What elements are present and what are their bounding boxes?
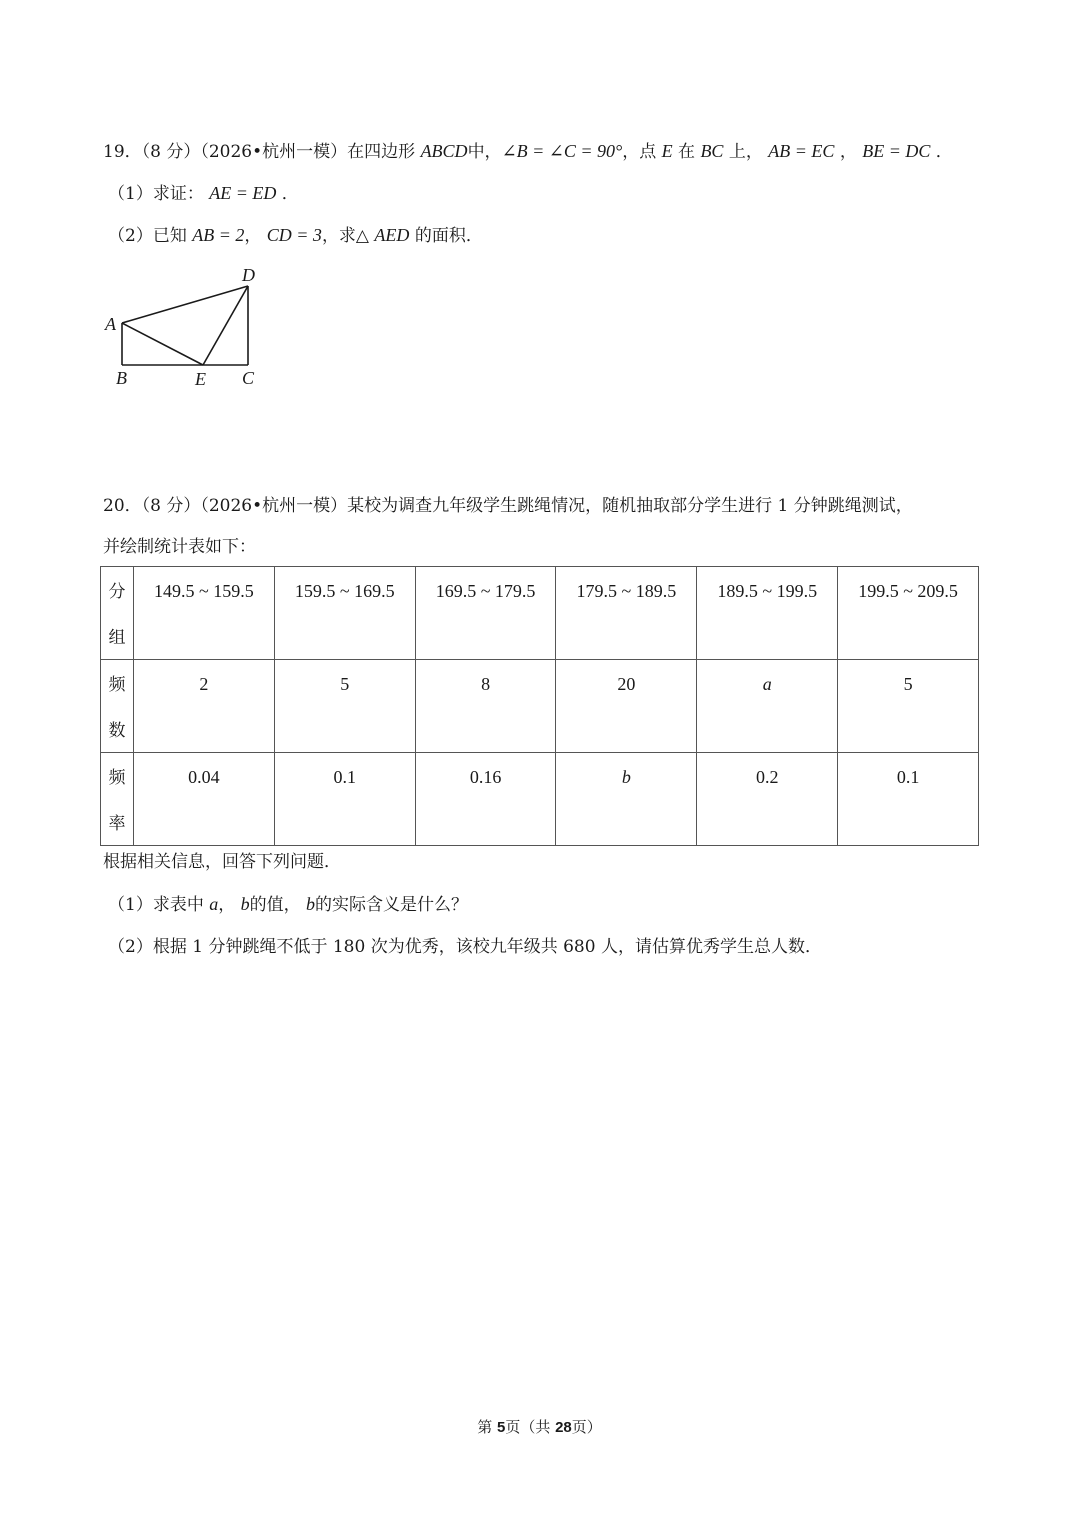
row-header-char: 组	[108, 628, 126, 648]
table-cell	[838, 567, 979, 660]
q19-p2-tri: AED	[374, 225, 410, 245]
q20-statement: 20．（8 分）（2026•杭州一模）某校为调查九年级学生跳绳情况，随机抽取部分学生进行 1 分钟跳绳测试，	[103, 496, 913, 516]
q19-statement	[103, 139, 953, 164]
q20-p1-a: （1）求表中	[108, 895, 204, 915]
page-footer	[0, 1416, 1079, 1437]
total-pages: 28	[555, 1419, 572, 1436]
row-header-char: 分	[108, 582, 126, 602]
table-cell	[697, 567, 838, 660]
q19-mid3: 在	[678, 142, 696, 162]
cell-text: 2	[199, 674, 209, 694]
q20-p1-c: 的值，	[249, 895, 301, 915]
row-header-char: 数	[108, 721, 126, 741]
table-cell	[134, 660, 275, 753]
q19-part2	[108, 223, 483, 248]
q19-mid2: ，点	[622, 142, 657, 162]
cell-text: 0.04	[188, 767, 220, 787]
q19-part1	[108, 181, 299, 206]
cell-text: b	[621, 767, 631, 787]
footer-pre: 第	[477, 1418, 497, 1436]
cell-text: 179.5 ~ 189.5	[576, 581, 677, 601]
q19-p2-label: （2）已知	[108, 226, 187, 246]
cell-text: 8	[481, 674, 491, 694]
table-cell	[274, 567, 415, 660]
row-header-char: 频	[108, 675, 126, 695]
cell-text: 199.5 ~ 209.5	[858, 581, 958, 601]
cell-text: a	[762, 674, 772, 694]
q20-statement-cont: 并绘制统计表如下：	[103, 537, 256, 557]
q20-p1-b: ，	[218, 895, 236, 915]
q19-end: ．	[935, 142, 953, 162]
q19-p2-mid: ，求△	[321, 226, 370, 246]
q19-head: 19．（8 分）（2026•杭州一模）在四边形	[103, 142, 416, 162]
segment-ad	[122, 286, 248, 323]
cell-text: 149.5 ~ 159.5	[154, 581, 254, 601]
row-header-frequency	[101, 660, 134, 753]
table-cell	[697, 753, 838, 846]
cell-text: 0.1	[333, 767, 356, 787]
table-cell	[838, 660, 979, 753]
row-header-char: 频	[108, 768, 126, 788]
q19-p2-ab: AB = 2	[192, 225, 245, 245]
table-cell	[697, 660, 838, 753]
q20-var-a: a	[209, 894, 219, 914]
cell-text: 189.5 ~ 199.5	[717, 581, 818, 601]
quadrilateral-figure	[100, 262, 270, 392]
row-header-group	[101, 567, 134, 660]
frequency-table	[100, 566, 979, 846]
table-cell	[415, 753, 556, 846]
q19-p2-end: 的面积．	[414, 226, 483, 246]
table-row-rate	[101, 753, 979, 846]
cell-text: 0.2	[755, 767, 779, 787]
label-d: D	[242, 265, 255, 285]
table-cell	[274, 753, 415, 846]
table-cell	[838, 753, 979, 846]
q19-point-e: E	[661, 141, 673, 161]
table-cell	[134, 567, 275, 660]
q19-p1-eq: AE = ED	[209, 183, 277, 203]
table-row-frequency	[101, 660, 979, 753]
label-c: C	[242, 368, 255, 388]
q20-after-text: 根据相关信息，回答下列问题．	[103, 852, 341, 872]
q19-p1-end: ．	[281, 184, 299, 204]
cell-text: 5	[340, 674, 350, 694]
footer-mid: 页（共	[505, 1418, 556, 1436]
q19-p2-comma: ，	[244, 226, 262, 246]
q20-part1	[108, 892, 468, 917]
table-cell	[415, 660, 556, 753]
cell-text: 159.5 ~ 169.5	[294, 581, 395, 601]
label-a: A	[105, 314, 116, 334]
cell-text: 20	[617, 674, 636, 694]
footer-post: 页）	[571, 1418, 602, 1436]
q20-var-b2: b	[306, 894, 316, 914]
table-row-group	[101, 567, 979, 660]
table-cell	[134, 753, 275, 846]
q19-comma: ，	[839, 142, 857, 162]
page-number: 5	[496, 1419, 506, 1436]
table-cell	[556, 753, 697, 846]
table-cell	[556, 567, 697, 660]
segment-ae	[122, 323, 203, 365]
q20-p1-d: 的实际含义是什么？	[315, 895, 469, 915]
q19-eq1: AB = EC	[768, 141, 835, 161]
cell-text: 5	[903, 674, 913, 694]
label-b: B	[116, 368, 127, 388]
q19-mid4: 上，	[728, 142, 763, 162]
q20-var-b: b	[240, 894, 250, 914]
q19-p2-cd: CD = 3	[266, 225, 322, 245]
cell-text: 0.16	[469, 767, 502, 787]
table-cell	[556, 660, 697, 753]
cell-text: 169.5 ~ 179.5	[435, 581, 536, 601]
row-header-rate	[101, 753, 134, 846]
cell-text: 0.1	[896, 767, 920, 787]
q19-p1-label: （1）求证：	[108, 184, 204, 204]
q20-part2: （2）根据 1 分钟跳绳不低于 180 次为优秀，该校九年级共 680 人，请估算优秀学生总人数．	[108, 937, 822, 957]
q19-seg: BC	[700, 141, 724, 161]
q19-quad: ABCD	[420, 141, 468, 161]
q19-angle: ∠B = ∠C = 90°	[501, 141, 623, 161]
label-e: E	[195, 369, 206, 389]
row-header-char: 率	[108, 814, 126, 834]
table-cell	[415, 567, 556, 660]
table-cell	[274, 660, 415, 753]
q19-eq2: BE = DC	[862, 141, 931, 161]
q19-mid1: 中，	[467, 142, 502, 162]
